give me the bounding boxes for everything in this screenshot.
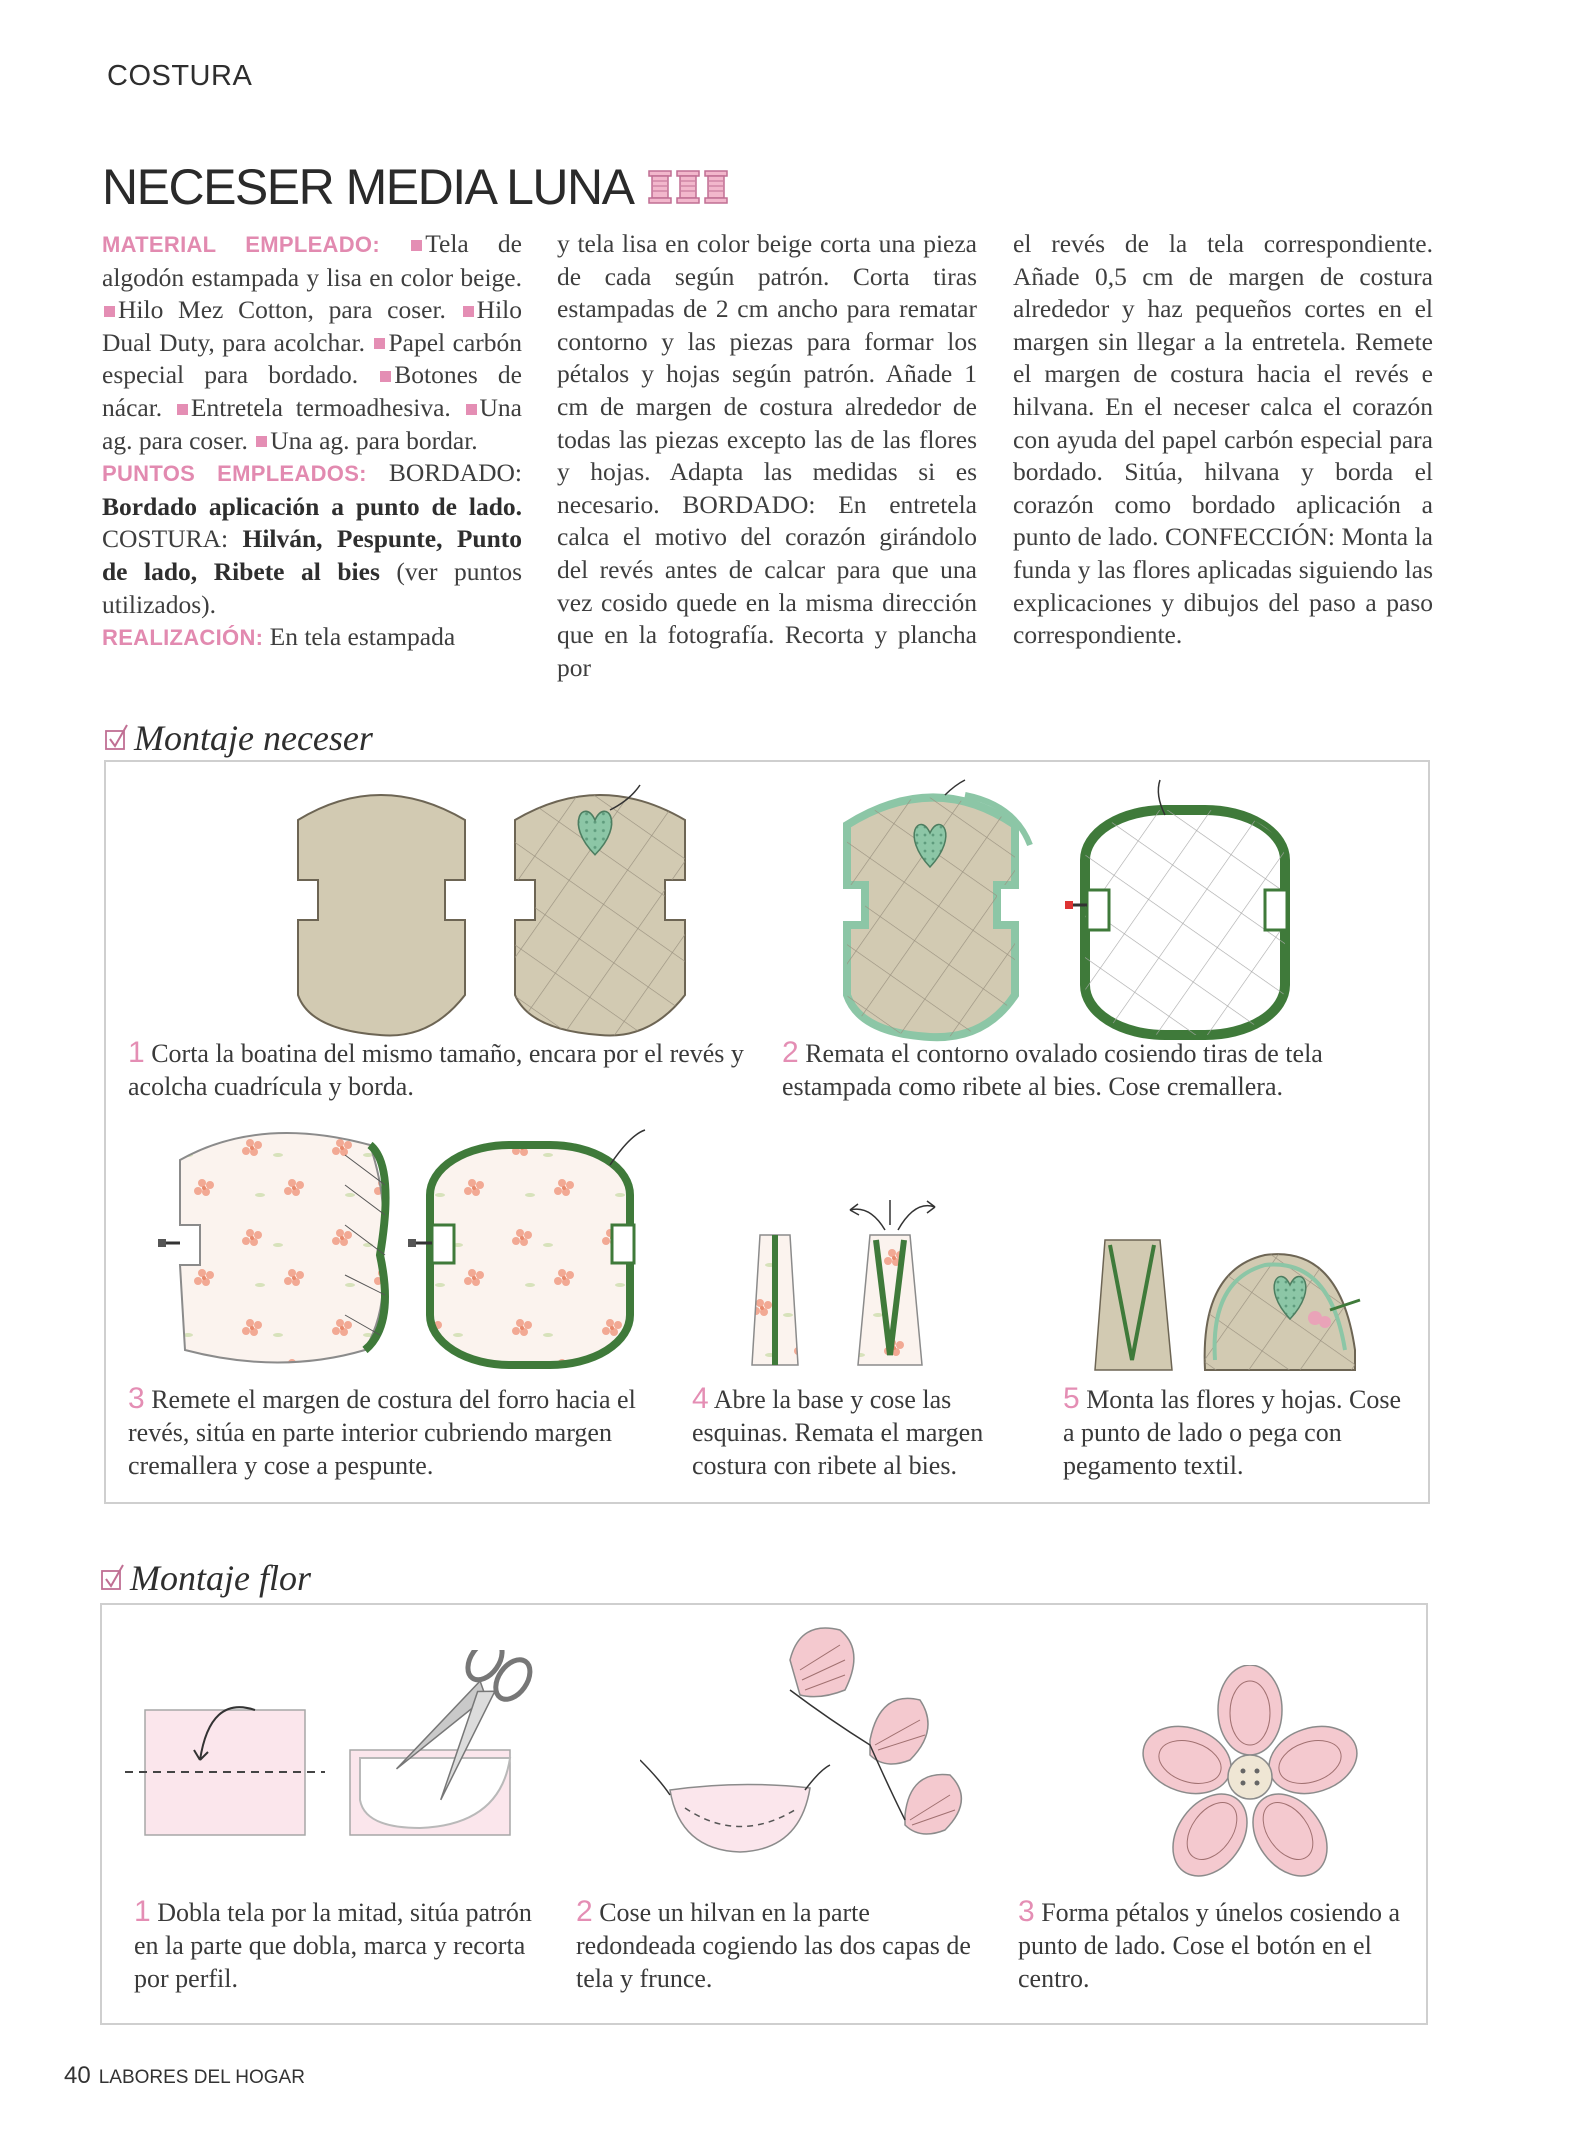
page-number: 40 [64,2062,91,2089]
check-icon [100,1563,126,1593]
neceser-step-1 [128,1036,768,1103]
bordado-value: Bordado aplicación a punto de lado. [102,491,522,521]
step-text: Abre la base y cose las esquinas. Remata el margen costura con ribete al bies. [692,1385,984,1480]
montaje-neceser-heading [104,717,373,759]
neceser-step-4 [692,1382,1037,1482]
montaje-neceser-title: Montaje neceser [134,718,373,758]
intro-column-2: y tela lisa en color beige corta una pieza de cada según patrón. Corta tiras estampadas de 2 cm ancho para rematar contorno y las piezas para formar los pétalos y hojas según patrón. Añade 1 cm de margen de costura alrededor de todas las piezas excepto las de las flores y hojas. Adapta las medidas si es necesario. BORDADO: En entretela calca el motivo del corazón girándolo del revés antes de calcar para que una vez cosido quede en la misma dirección que en la fotografía. Recorta y plancha por [557,229,977,682]
step1-illustration [280,780,720,1040]
neceser-step-3 [128,1382,658,1482]
material-item: Tela de algodón estampada y lisa en color beige. [102,229,523,292]
costura-prefix: COSTURA: [102,524,229,554]
flor-step3-illustration [1135,1665,1365,1885]
material-item: Hilo Mez Cotton, para coser. [118,295,446,325]
step-number: 2 [576,1895,593,1928]
step5-illustration [1090,1230,1380,1375]
step-text: Monta las flores y hojas. Cose a punto de lado o pega con pegamento textil. [1063,1385,1402,1480]
step-text: Remete el margen de costura del forro hacia el revés, sitúa en parte interior cubriendo margen cremallera y cose a pespunte. [128,1385,636,1480]
flor-step1-illustration [125,1650,595,1840]
material-item: Una ag. para bordar. [270,425,478,455]
step-number: 1 [134,1895,151,1928]
neceser-step-5 [1063,1382,1408,1482]
step-number: 2 [782,1036,799,1069]
step-text: Forma pétalos y únelos cosiendo a punto de lado. Cose el botón en el centro. [1018,1898,1401,1993]
flor-step-1 [134,1895,534,1995]
title-text: NECESER MEDIA LUNA [102,159,634,215]
magazine-name: LABORES DEL HOGAR [98,2067,305,2088]
intro-column-1 [102,228,522,655]
step4-illustration [740,1195,980,1375]
material-item: Una ag. para coser. [102,392,522,455]
material-item: Hilo Dual Duty, para acolchar. [102,295,522,357]
costura-value: Hilván, Pespunte, Punto de lado, Ribete al bies [102,524,523,586]
costura-suffix: (ver puntos utilizados). [102,556,523,619]
page-footer [64,2062,305,2090]
bordado-prefix: BORDADO: [388,458,522,488]
step-number: 3 [128,1382,145,1415]
material-item: Papel carbón especial para bordado. [102,327,523,390]
puntos-label: PUNTOS EMPLEADOS: [102,461,367,487]
page-title [102,158,731,216]
step3-illustration [140,1125,660,1370]
step-text: Dobla tela por la mitad, sitúa patrón en la parte que dobla, marca y recorta por perfil. [134,1898,532,1993]
material-item: Entretela termoadhesiva. [190,392,451,422]
material-label: MATERIAL EMPLEADO: [102,232,380,257]
step-number: 1 [128,1036,145,1069]
neceser-step-2 [782,1036,1402,1103]
realizacion-text: En tela estampada [269,622,456,652]
step-text: Remata el contorno ovalado cosiendo tiras de tela estampada como ribete al bies. Cose cremallera. [782,1039,1323,1101]
material-item: Botones de nácar. [102,360,523,422]
section-tag: COSTURA [107,60,253,92]
step-text: Corta la boatina del mismo tamaño, encara por el revés y acolcha cuadrícula y borda. [128,1039,744,1101]
intro-column-3: el revés de la tela correspondiente. Añade 0,5 cm de margen de costura alrededor y haz pequeños cortes en el margen sin llegar a la entretela. Remete el margen de costura hacia el revés e hilvana. En el neceser calca el corazón con ayuda del papel carbón especial para bordado. Sitúa, hilvana y borda el corazón como bordado aplicación a punto de lado. CONFECCIÓN: Monta la funda y las flores aplicadas siguiendo las explicaciones y dibujos del paso a paso correspondiente. [1013,229,1433,650]
montaje-flor-title: Montaje flor [130,1558,311,1598]
difficulty-spools-icon [647,169,731,205]
check-icon [104,723,130,753]
montaje-flor-heading [100,1557,311,1599]
flor-step2-illustration [640,1620,980,1870]
step-text: Cose un hilvan en la parte redondeada cogiendo las dos capas de tela y frunce. [576,1898,971,1993]
step-number: 3 [1018,1895,1035,1928]
step-number: 5 [1063,1382,1080,1415]
flor-step-2 [576,1895,986,1995]
realizacion-label: REALIZACIÓN: [102,625,264,651]
flor-step-3 [1018,1895,1418,1995]
step2-illustration [825,775,1325,1045]
step-number: 4 [692,1382,709,1415]
